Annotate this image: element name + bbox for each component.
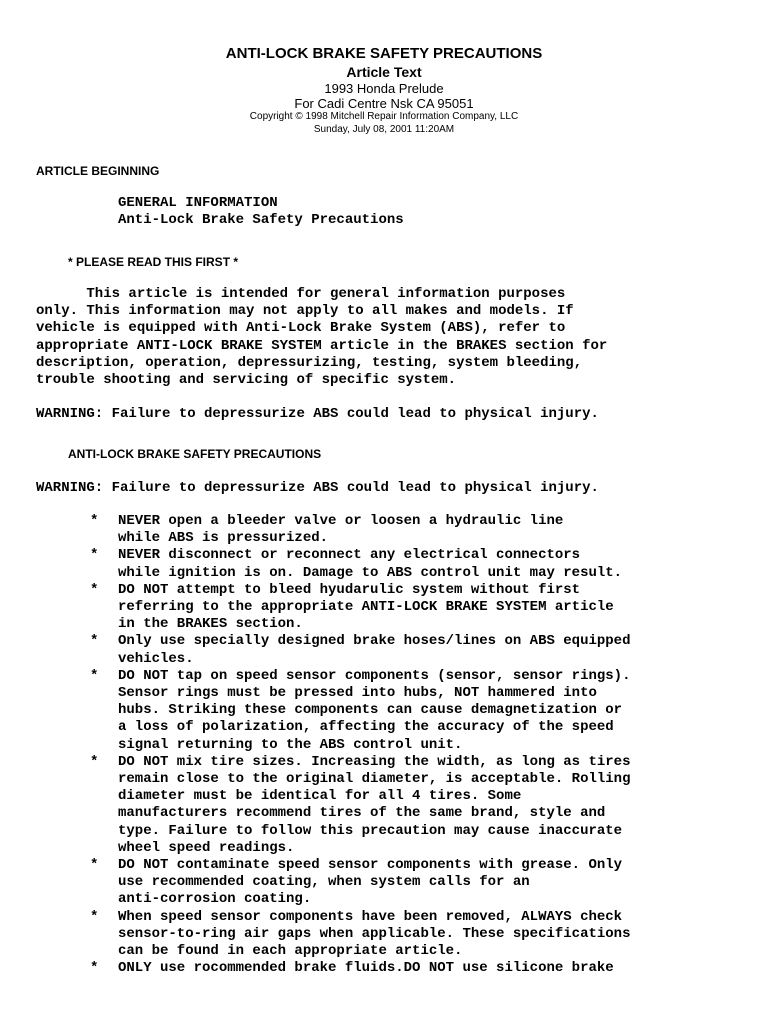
general-info-subheading: Anti-Lock Brake Safety Precautions bbox=[118, 212, 404, 228]
bullet-marker: * bbox=[90, 633, 99, 650]
location-line: For Cadi Centre Nsk CA 95051 bbox=[294, 96, 474, 111]
intro-line: only. This information may not apply to all makes and models. If bbox=[36, 303, 574, 320]
list-item-line: while ignition is on. Damage to ABS control unit may result. bbox=[118, 564, 623, 581]
list-item-line: manufacturers recommend tires of the same brand, style and bbox=[118, 805, 606, 822]
copyright-line: Copyright © 1998 Mitchell Repair Information Company, LLC bbox=[249, 111, 519, 122]
warning-text: WARNING: Failure to depressurize ABS could lead to physical injury. bbox=[36, 406, 599, 422]
vehicle-line: 1993 Honda Prelude bbox=[324, 81, 444, 96]
document-subtitle: Article Text bbox=[346, 64, 422, 80]
article-beginning-heading: ARTICLE BEGINNING bbox=[36, 164, 160, 178]
list-item bbox=[90, 909, 630, 961]
list-item-line: in the BRAKES section. bbox=[118, 616, 303, 633]
list-item-line: while ABS is pressurized. bbox=[118, 530, 329, 547]
section-heading: ANTI-LOCK BRAKE SAFETY PRECAUTIONS bbox=[68, 447, 322, 461]
list-item-line: wheel speed readings. bbox=[118, 839, 295, 856]
bullet-marker: * bbox=[90, 857, 99, 874]
list-item-line: NEVER open a bleeder valve or loosen a hydraulic line bbox=[118, 513, 564, 529]
list-item bbox=[90, 668, 630, 754]
list-item-line: diameter must be identical for all 4 tires. Some bbox=[118, 788, 522, 805]
intro-line: vehicle is equipped with Anti-Lock Brake System (ABS), refer to bbox=[36, 320, 566, 337]
list-item-line: remain close to the original diameter, is acceptable. Rolling bbox=[118, 771, 631, 788]
list-item bbox=[90, 754, 630, 857]
list-item-line: DO NOT tap on speed sensor components (sensor, sensor rings). bbox=[118, 667, 631, 684]
list-item bbox=[90, 633, 630, 667]
list-item-line: hubs. Striking these components can cause demagnetization or bbox=[118, 702, 623, 719]
list-item-line: DO NOT attempt to bleed hyudarulic system without first bbox=[118, 581, 581, 598]
list-item-line: Only use specially designed brake hoses/lines on ABS equipped bbox=[118, 633, 631, 650]
intro-paragraph bbox=[36, 286, 607, 389]
bullet-marker: * bbox=[90, 581, 99, 598]
list-item bbox=[90, 582, 630, 634]
list-item-line: use recommended coating, when system calls for an bbox=[118, 874, 530, 891]
list-item-line: referring to the appropriate ANTI-LOCK BRAKE SYSTEM article bbox=[118, 599, 614, 616]
list-item-line: ONLY use rocommended brake fluids.DO NOT use silicone brake bbox=[118, 960, 614, 977]
general-info-heading: GENERAL INFORMATION bbox=[118, 195, 278, 211]
bullet-marker: * bbox=[90, 547, 99, 564]
list-item-line: anti-corrosion coating. bbox=[118, 891, 312, 908]
list-item-line: DO NOT mix tire sizes. Increasing the width, as long as tires bbox=[118, 753, 631, 770]
intro-line: description, operation, depressurizing, testing, system bleeding, bbox=[36, 354, 583, 371]
list-item bbox=[90, 547, 630, 581]
list-item-line: signal returning to the ABS control unit. bbox=[118, 736, 463, 753]
list-item-line: NEVER disconnect or reconnect any electrical connectors bbox=[118, 547, 581, 564]
intro-line: This article is intended for general information purposes bbox=[36, 286, 566, 302]
list-item-line: When speed sensor components have been removed, ALWAYS check bbox=[118, 908, 623, 925]
intro-line: trouble shooting and servicing of specific system. bbox=[36, 372, 457, 389]
warning-text: WARNING: Failure to depressurize ABS could lead to physical injury. bbox=[36, 480, 599, 496]
list-item-line: vehicles. bbox=[118, 650, 194, 667]
list-item bbox=[90, 513, 630, 547]
list-item bbox=[90, 857, 630, 909]
document-title: ANTI-LOCK BRAKE SAFETY PRECAUTIONS bbox=[225, 45, 543, 62]
list-item-line: type. Failure to follow this precaution may cause inaccurate bbox=[118, 822, 623, 839]
list-item bbox=[90, 960, 630, 977]
read-first-notice: * PLEASE READ THIS FIRST * bbox=[68, 255, 239, 269]
bullet-marker: * bbox=[90, 513, 99, 529]
list-item-line: sensor-to-ring air gaps when applicable. These specifications bbox=[118, 925, 631, 942]
date-line: Sunday, July 08, 2001 11:20AM bbox=[313, 124, 455, 135]
bullet-marker: * bbox=[90, 960, 99, 977]
bullet-marker: * bbox=[90, 908, 99, 925]
precautions-list bbox=[90, 513, 630, 977]
list-item-line: can be found in each appropriate article. bbox=[118, 943, 463, 960]
list-item-line: DO NOT contaminate speed sensor components with grease. Only bbox=[118, 857, 623, 874]
list-item-line: Sensor rings must be pressed into hubs, NOT hammered into bbox=[118, 685, 597, 702]
intro-line: appropriate ANTI-LOCK BRAKE SYSTEM article in the BRAKES section for bbox=[36, 337, 608, 354]
bullet-marker: * bbox=[90, 753, 99, 770]
list-item-line: a loss of polarization, affecting the accuracy of the speed bbox=[118, 719, 614, 736]
bullet-marker: * bbox=[90, 667, 99, 684]
